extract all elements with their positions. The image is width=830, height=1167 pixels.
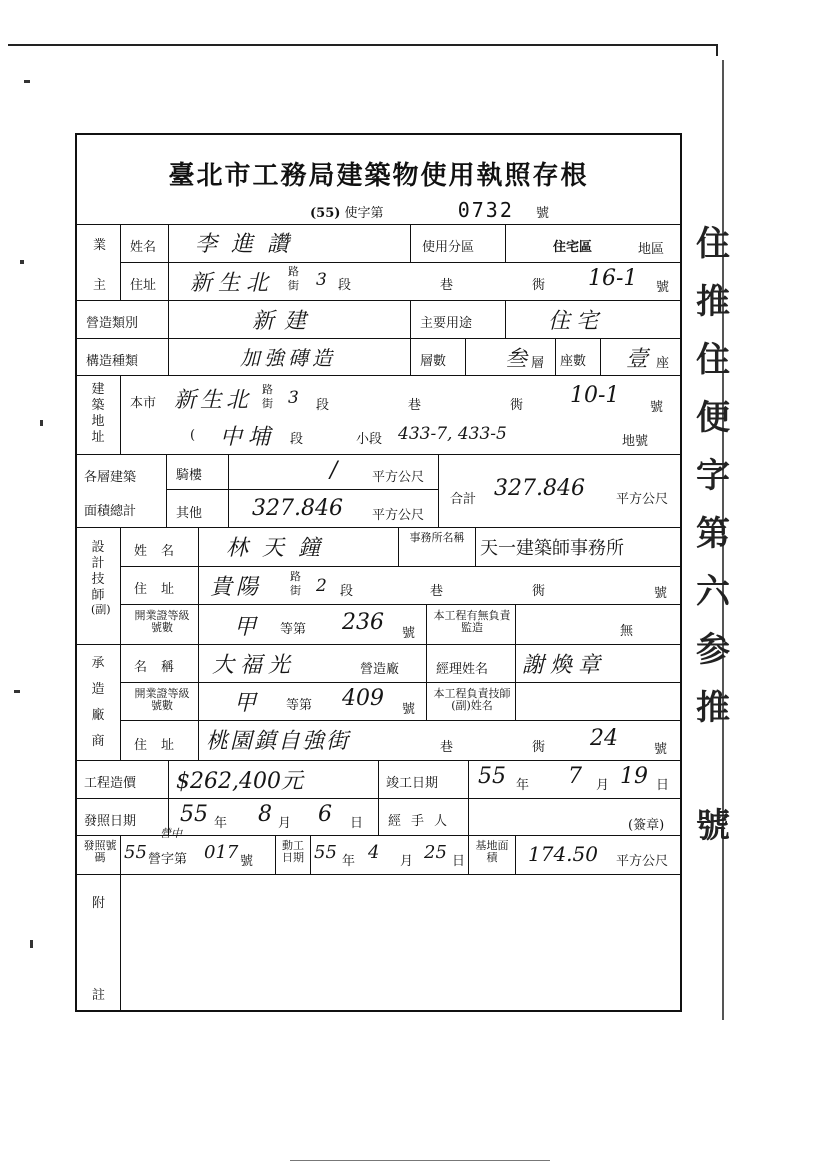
construction-type-label: 營造類別 (86, 316, 139, 331)
start-day: 25 (424, 842, 447, 863)
start-year: 55 (314, 842, 337, 863)
col-line (555, 338, 556, 375)
col-line (378, 760, 379, 836)
col-line (398, 527, 399, 566)
zone-label: 使用分區 (422, 240, 475, 255)
col-line (120, 874, 121, 1011)
designer-street: 貴陽 (210, 575, 263, 600)
scan-speck (20, 260, 24, 264)
site-lu: 路 (262, 383, 273, 396)
designer-name-label: 姓名 (134, 544, 189, 559)
contractor-license-label: 開業證等級號數 (134, 687, 190, 712)
issue-month: 8 (258, 802, 272, 827)
issue-day: 6 (318, 802, 332, 827)
completion-day: 19 (620, 764, 648, 789)
site-area-unit: 平方公尺 (616, 854, 669, 869)
row-line (76, 527, 681, 528)
col-line (120, 224, 121, 300)
owner-address-duan: 段 (338, 278, 352, 293)
contractor-name: 大福光 (212, 653, 297, 678)
floors-value: 叁 (505, 347, 528, 372)
site-label-char: 築 (91, 398, 105, 413)
col-line (465, 338, 466, 375)
site-hao: 號 (650, 400, 664, 415)
cost-label: 工程造價 (84, 776, 137, 791)
contractor-license-hao: 號 (402, 702, 416, 717)
start-nian: 年 (342, 854, 356, 869)
issue-nian: 年 (214, 816, 228, 831)
manager-name: 謝煥章 (522, 653, 607, 678)
designer-section: 2 (316, 576, 327, 596)
arcade-value: / (330, 458, 338, 483)
contractor-license-deng: 等第 (286, 698, 313, 713)
remarks-label-bottom: 註 (92, 988, 106, 1003)
owner-address-section: 3 (316, 270, 327, 290)
arcade-label: 騎樓 (176, 468, 203, 483)
side-char: 住 (696, 340, 730, 380)
start-ri: 日 (452, 854, 466, 869)
owner-group-label-2: 主 (93, 278, 107, 293)
designer-address-label: 住址 (134, 582, 189, 597)
row-line (120, 720, 681, 721)
structure-label: 構造種類 (86, 354, 139, 369)
row-line (76, 338, 681, 339)
row-line (76, 874, 681, 875)
remarks-label-top: 附 (92, 896, 106, 911)
owner-address-label: 住址 (130, 278, 157, 293)
build-permit-hao: 號 (240, 854, 254, 869)
office-name: 天一建築師事務所 (480, 538, 624, 559)
blocks-label: 座數 (560, 354, 587, 369)
seal-label: (簽章) (628, 818, 665, 833)
col-line (515, 644, 516, 720)
owner-group-label-1: 業 (93, 238, 107, 253)
site-jie: 街 (262, 397, 273, 410)
completion-ri: 日 (656, 778, 670, 793)
designer-label (91, 540, 111, 616)
site-label-char: 建 (91, 382, 105, 397)
col-line (228, 454, 229, 527)
col-line (515, 835, 516, 874)
other-value: 327.846 (252, 496, 343, 521)
row-line (120, 682, 681, 683)
contractor-factory-label: 營造廠 (360, 662, 400, 677)
owner-address-xiang: 巷 (440, 278, 454, 293)
site-label (91, 382, 105, 446)
handler-label: 經手人 (388, 814, 458, 829)
row-line (120, 262, 681, 263)
designer-license-hao: 號 (402, 626, 416, 641)
permit-prefix-mark: (55) (310, 206, 341, 221)
total-unit: 平方公尺 (616, 492, 669, 507)
col-line (120, 375, 121, 454)
contractor-address-label: 住址 (134, 738, 189, 753)
side-char: 便 (696, 398, 730, 438)
zone-suffix: 地區 (638, 242, 665, 257)
owner-name: 李進讚 (195, 232, 304, 257)
contractor-xiang: 巷 (440, 740, 454, 755)
row-line (76, 300, 681, 301)
contractor-address-number: 24 (590, 726, 618, 751)
designer-name: 林天鐘 (226, 536, 335, 561)
land-xiaoduan: 小段 (356, 432, 383, 447)
blocks-value: 壹 (626, 347, 649, 372)
row-line (76, 224, 681, 225)
arcade-unit: 平方公尺 (372, 470, 425, 485)
side-char: 字 (696, 456, 730, 496)
scan-speck (30, 940, 33, 948)
completion-nian: 年 (516, 778, 530, 793)
issue-date-label: 發照日期 (84, 814, 137, 829)
col-line (468, 760, 469, 836)
manager-label: 經理姓名 (436, 662, 489, 677)
supervisor-value: 無 (620, 624, 634, 639)
owner-address-hao: 號 (656, 280, 670, 295)
designer-xiang: 巷 (430, 584, 444, 599)
block-unit: 座 (656, 356, 670, 371)
land-open-paren: ( (190, 428, 196, 443)
completion-month: 7 (568, 764, 582, 789)
contractor-label (91, 656, 105, 750)
row-line (76, 375, 681, 376)
designer-lu: 路 (290, 570, 301, 583)
contractor-license-number: 409 (342, 686, 384, 711)
col-line (468, 835, 469, 874)
row-line (120, 604, 681, 605)
office-label: 事務所名稱 (409, 531, 465, 544)
designer-license-grade: 甲 (234, 615, 257, 640)
col-line (410, 224, 411, 262)
page-bottom-edge (290, 1160, 550, 1161)
supervisor-label: 本工程有無負責監造 (433, 609, 511, 634)
page-top-edge-corner (716, 44, 718, 56)
designer-license-number: 236 (342, 610, 384, 635)
col-line (120, 835, 121, 874)
side-char: 六 (696, 572, 730, 612)
contractor-address: 桃園鎮自強街 (206, 729, 351, 754)
col-line (438, 454, 439, 527)
owner-address-street: 新生北 (190, 271, 275, 296)
land-duan: 段 (290, 432, 304, 447)
structure-value: 加強磚造 (240, 346, 336, 370)
col-line (426, 644, 427, 720)
site-number: 10-1 (570, 383, 620, 408)
form-frame (75, 133, 682, 1012)
permit-number-line (310, 198, 549, 222)
permit-number: 0732 (457, 198, 514, 222)
contractor-label-char: 承 (91, 656, 105, 671)
col-line (515, 604, 516, 644)
site-duan: 段 (316, 398, 330, 413)
contractor-label-char: 造 (91, 682, 105, 697)
contractor-label-char: 廠 (91, 708, 105, 723)
build-permit-prefix: 營字第 (148, 852, 188, 867)
designer-label-char: 師 (91, 588, 105, 603)
start-month: 4 (368, 842, 380, 863)
col-line (166, 454, 167, 527)
document-title: 臺北市工務局建築物使用執照存根 (168, 161, 589, 191)
side-char: 参 (696, 630, 730, 670)
land-district: 中埔 (220, 425, 277, 450)
site-area-label: 基地面積 (475, 839, 509, 864)
other-unit: 平方公尺 (372, 508, 425, 523)
designer-hao: 號 (654, 586, 668, 601)
area-label-2: 面積總計 (84, 504, 137, 519)
site-street: 新生北 (174, 388, 253, 413)
issue-ri: 日 (350, 816, 364, 831)
other-label: 其他 (176, 506, 203, 521)
row-line (76, 644, 681, 645)
contractor-nong: 衖 (532, 740, 546, 755)
scan-speck (24, 80, 30, 83)
site-label-char: 地 (91, 414, 105, 429)
issue-year: 55 (180, 802, 208, 827)
col-line (120, 527, 121, 760)
land-numbers: 433-7, 433-5 (398, 424, 507, 444)
owner-address-lu: 路 (288, 265, 299, 278)
owner-address-jie2: 衖 (532, 278, 546, 293)
col-line (475, 527, 476, 566)
completion-label: 竣工日期 (386, 776, 439, 791)
scan-speck (40, 420, 43, 426)
total-label: 合計 (450, 492, 477, 507)
land-hao: 地號 (622, 434, 649, 449)
floors-label: 層數 (420, 354, 447, 369)
col-line (505, 300, 506, 338)
build-permit-year: 55 (124, 842, 147, 863)
side-char: 住 (696, 224, 730, 264)
site-xiang: 巷 (408, 398, 422, 413)
designer-label-char: (副) (91, 603, 111, 616)
site-section: 3 (288, 388, 299, 408)
owner-name-label: 姓名 (130, 240, 157, 255)
issue-yue: 月 (278, 816, 292, 831)
side-char: 第 (696, 514, 730, 554)
permit-suffix: 號 (536, 206, 550, 221)
engineer-label: 本工程負責技師(副)姓名 (433, 687, 511, 712)
owner-address-jie: 街 (288, 279, 299, 292)
site-area-value: 174.50 (528, 842, 598, 866)
site-label-char: 址 (91, 430, 105, 445)
col-line (310, 835, 311, 874)
designer-license-label: 開業證等級號數 (134, 609, 190, 634)
site-city: 本市 (130, 396, 157, 411)
col-line (505, 224, 506, 262)
col-line (198, 527, 199, 760)
col-line (410, 300, 411, 375)
row-line (120, 566, 681, 567)
zone-value: 住宅區 (553, 240, 593, 255)
cost-value: $262,400元 (176, 769, 303, 794)
designer-label-char: 計 (91, 556, 105, 571)
row-line (166, 489, 438, 490)
total-value: 327.846 (494, 476, 585, 501)
designer-duan: 段 (340, 584, 354, 599)
col-line (168, 760, 169, 836)
contractor-label-char: 商 (91, 734, 105, 749)
designer-jie: 街 (290, 584, 301, 597)
col-line (426, 604, 427, 644)
main-use-value: 住宅 (548, 309, 605, 334)
build-permit-note: 營中 (160, 827, 182, 840)
page-top-edge (8, 44, 716, 46)
main-use-label: 主要用途 (420, 316, 473, 331)
designer-label-char: 技 (91, 572, 105, 587)
completion-year: 55 (478, 764, 506, 789)
start-date-label: 動工日期 (282, 839, 304, 864)
designer-license-deng: 等第 (280, 622, 307, 637)
completion-yue: 月 (596, 778, 610, 793)
build-permit-number: 017 (204, 842, 239, 863)
designer-label-char: 設 (91, 540, 105, 555)
background-page-text (696, 215, 730, 855)
construction-type-value: 新建 (252, 309, 317, 334)
designer-nong: 衖 (532, 584, 546, 599)
side-char: 推 (696, 688, 730, 728)
owner-address-number: 16-1 (588, 266, 638, 291)
site-nong: 衖 (510, 398, 524, 413)
area-label-1: 各層建築 (84, 470, 137, 485)
col-line (275, 835, 276, 874)
floor-unit: 層 (531, 356, 545, 371)
contractor-name-label: 名稱 (134, 660, 189, 675)
start-yue: 月 (400, 854, 414, 869)
scan-speck (14, 690, 20, 693)
col-line (600, 338, 601, 375)
side-char: 號 (696, 806, 730, 846)
permit-prefix: 使字第 (344, 206, 384, 221)
contractor-license-grade: 甲 (234, 691, 257, 716)
contractor-hao: 號 (654, 742, 668, 757)
col-line (168, 224, 169, 300)
build-permit-label: 發照號碼 (83, 839, 117, 864)
side-char: 推 (696, 282, 730, 322)
col-line (168, 300, 169, 375)
